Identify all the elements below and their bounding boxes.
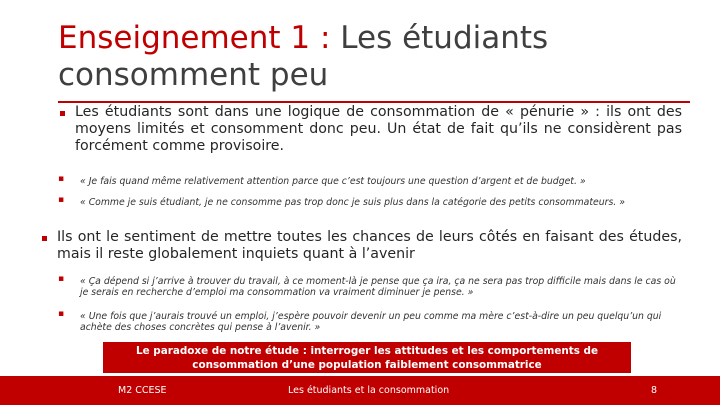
quote-1-2: « Comme je suis étudiant, je ne consomme pas trop donc je suis plus dans la catégorie des petits consommateurs. » bbox=[80, 197, 625, 208]
sub-bullet-marker: ▪ bbox=[58, 195, 65, 205]
paradox-banner bbox=[103, 342, 631, 373]
quote-2-2: « Une fois que j’aurais trouvé un emploi, j’espère pouvoir devenir un peu comme ma mère c’est-à-dire un peu quelqu’un qui achète des choses concrètes qui pense à l’avenir. » bbox=[80, 311, 662, 333]
bullet-marker bbox=[60, 111, 65, 116]
slide-footer bbox=[0, 376, 720, 405]
footer-title: Les étudiants et la consommation bbox=[288, 385, 450, 396]
sub-bullet-marker: ▪ bbox=[58, 274, 65, 284]
paradox-banner-text: Le paradoxe de notre étude : interroger les attitudes et les comportements de consommation d’une population faiblement consommatrice bbox=[135, 344, 599, 371]
bullet-marker bbox=[42, 236, 47, 241]
slide-title-rest: Les étudiants consomment peu bbox=[58, 20, 549, 93]
quote-1-1: « Je fais quand même relativement attention parce que c’est toujours une question d’argent et de budget. » bbox=[80, 176, 586, 187]
sub-bullet-marker: ▪ bbox=[58, 309, 65, 319]
bullet-1 bbox=[75, 104, 682, 155]
bullet-2 bbox=[57, 229, 682, 263]
bullet-2-text: Ils ont le sentiment de mettre toutes les chances de leurs côtés en faisant des études, mais il reste globalement inquiets quant à l’avenir bbox=[57, 229, 682, 262]
footer-course: M2 CCESE bbox=[118, 385, 167, 396]
title-divider bbox=[58, 101, 690, 103]
bullet-1-text: Les étudiants sont dans une logique de consommation de « pénurie » : ils ont des moyens limités et consomment donc peu. Un état de fait qu’ils ne considèrent pas forcément comme provisoire. bbox=[75, 104, 682, 154]
sub-bullet-marker: ▪ bbox=[58, 174, 65, 184]
slide-title-accent: Enseignement 1 : bbox=[58, 20, 331, 56]
quote-2-1: « Ça dépend si j’arrive à trouver du travail, à ce moment-là je pense que ça ira, ça ne sera pas trop difficile mais dans le cas où je serais en recherche d’emploi ma consommation va vraiment diminuer je pense. » bbox=[80, 276, 676, 298]
footer-page-number: 8 bbox=[651, 385, 658, 396]
slide-title bbox=[58, 20, 698, 94]
